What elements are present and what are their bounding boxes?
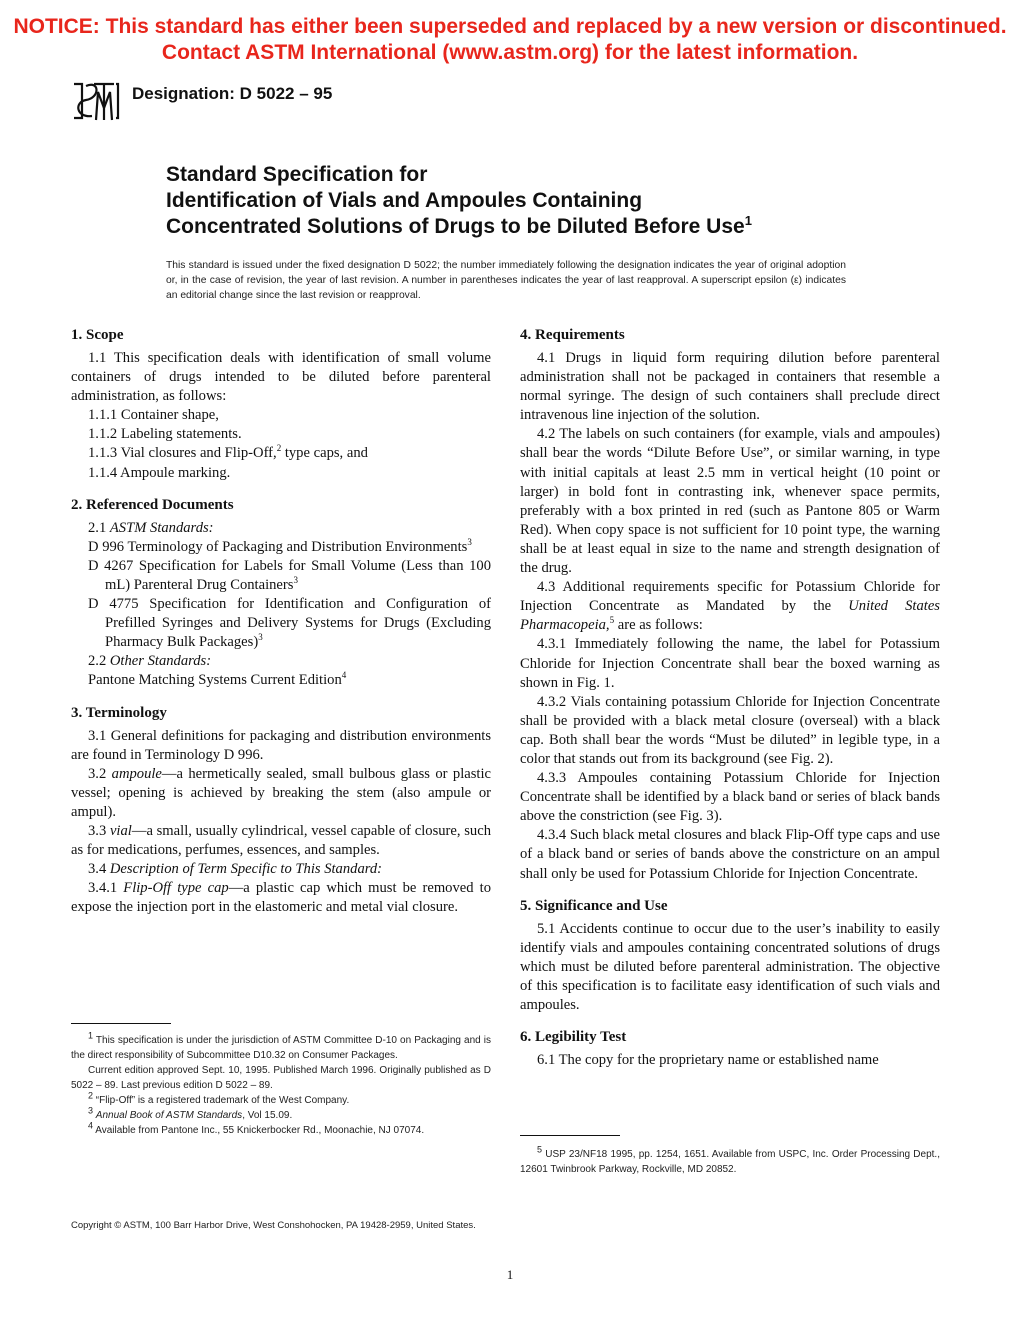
paragraph: 4.3.3 Ampoules containing Potassium Chloride for Injection Concentrate shall be identified by a black band or series of black bands above the constriction (see Fig. 3). — [520, 770, 940, 825]
title-line-3: Concentrated Solutions of Drugs to be Diluted Before Use$^1$ — [166, 213, 752, 238]
section-significance-and-use — [520, 896, 940, 1015]
section-heading: 2. Referenced Documents — [71, 496, 234, 513]
reference-item: D 996 Terminology of Packaging and Distribution Environments$^3$ — [88, 536, 472, 555]
notice-line-1: NOTICE: This standard has either been superseded and replaced by a new version or discontinued. — [13, 15, 1007, 38]
notice-line-2: Contact ASTM International (www.astm.org) for the latest information. — [161, 41, 859, 64]
left-column — [71, 325, 491, 929]
reference-item: D 4267 Specification for Labels for Small Volume (Less than 100 mL) Parenteral Drug Containers$^3$ — [88, 557, 491, 593]
list-item: 1.1.1 Container shape, — [88, 407, 219, 424]
footnotes-left — [71, 1030, 491, 1138]
definition: 3.2 ampoule—a hermetically sealed, small bulbous glass or plastic vessel; opening is achieved by breaking the stem (also ampule or ampul). — [71, 765, 492, 820]
section-terminology — [71, 703, 491, 918]
document-title — [166, 162, 752, 240]
section-legibility-test — [520, 1027, 940, 1070]
footnote: $^3$ Annual Book of ASTM Standards, Vol 15.09. — [88, 1105, 293, 1121]
subsection-label: 2.1 ASTM Standards: — [88, 519, 214, 536]
paragraph: 5.1 Accidents continue to occur due to the user’s inability to easily identify vials and ampoules containing concentrated solutions of drugs which must be diluted before parenteral administration. The objective of this specification is to facilitate easy identification of such vials and ampoules. — [520, 920, 940, 1013]
list-item: 1.1.4 Ampoule marking. — [88, 464, 231, 481]
list-item: 1.1.2 Labeling statements. — [88, 426, 242, 443]
list-item: 1.1.3 Vial closures and Flip-Off,$^2$ type caps, and — [88, 443, 368, 462]
paragraph: 4.3 Additional requirements specific for Potassium Chloride for Injection Concentrate as Mandated by the United States Pharmacopeia,$^5$ are as follows: — [520, 579, 940, 634]
title-line-1: Standard Specification for — [166, 163, 428, 186]
astm-logo-icon — [70, 78, 122, 124]
paragraph: 4.3.2 Vials containing potassium Chloride for Injection Concentrate shall be provided with a black metal closure (overseal) with a black cap. Both shall bear the words “Must be diluted” in legible type, in a color that stands out from its background (see Fig. 2). — [520, 693, 940, 767]
footnote: Current edition approved Sept. 10, 1995. Published March 1996. Originally published as D 5022 – 89. Last previous edition D 5022 – 89. — [71, 1065, 491, 1091]
section-heading: 5. Significance and Use — [520, 897, 668, 914]
footnote: $^4$ Available from Pantone Inc., 55 Knickerbocker Rd., Moonachie, NJ 07074. — [88, 1120, 425, 1136]
supersession-notice — [0, 14, 1020, 66]
reference-item: Pantone Matching Systems Current Edition$^4$ — [88, 670, 347, 689]
definition: 3.4.1 Flip-Off type cap—a plastic cap which must be removed to expose the injection port in the elastomeric and metal vial closure. — [71, 880, 491, 916]
paragraph: 6.1 The copy for the proprietary name or established name — [537, 1052, 879, 1069]
section-heading: 6. Legibility Test — [520, 1029, 627, 1046]
section-heading: 1. Scope — [71, 327, 124, 343]
subsection-label: 2.2 Other Standards: — [88, 653, 212, 670]
footnotes-right — [520, 1144, 940, 1177]
right-column — [520, 325, 940, 1082]
section-scope — [71, 325, 491, 483]
paragraph: 4.3.4 Such black metal closures and black Flip-Off type caps and use of a black band or series of bands above the constricture on an ampul shall only be used for Potassium Chloride for Injection Concentrate. — [520, 827, 940, 882]
designation: Designation: D 5022 – 95 — [132, 84, 333, 103]
footnote: $^5$ USP 23/NF18 1995, pp. 1254, 1651. Available from USPC, Inc. Order Processing Dept., 12601 Twinbrook Parkway, Rockville, MD 20852. — [520, 1144, 940, 1175]
paragraph: 3.1 General definitions for packaging and distribution environments are found in Terminology D 996. — [71, 727, 491, 763]
issuance-preamble: This standard is issued under the fixed designation D 5022; the number immediately following the designation indicates the year of original adoption or, in the case of revision, the year of last revision. A number in parentheses indicates the year of last reapproval. A superscript epsilon (ε) indicates an editorial change since the last revision or reapproval. — [166, 260, 846, 301]
footnote: $^2$ “Flip-Off” is a registered trademark of the West Company. — [88, 1090, 350, 1106]
paragraph: 4.3.1 Immediately following the name, the label for Potassium Chloride for Injection Concentrate shall bear the boxed warning as shown in Fig. 1. — [520, 636, 940, 691]
section-heading: 4. Requirements — [520, 327, 625, 343]
section-heading: 3. Terminology — [71, 704, 167, 721]
section-requirements — [520, 325, 940, 884]
footnote-rule — [520, 1135, 620, 1136]
footnote-rule — [71, 1023, 171, 1024]
paragraph: 1.1 This specification deals with identification of small volume containers of drugs intended to be diluted before parenteral administration, as follows: — [71, 350, 491, 405]
section-referenced-documents — [71, 495, 491, 691]
copyright-line: Copyright © ASTM, 100 Barr Harbor Drive, West Conshohocken, PA 19428-2959, United States. — [71, 1220, 476, 1231]
subsection-label: 3.4 Description of Term Specific to This Standard: — [88, 861, 383, 878]
footnote: $^1$ This specification is under the jurisdiction of ASTM Committee D-10 on Packaging and is the direct responsibility of Subcommittee D10.32 on Consumer Packages. — [71, 1030, 491, 1061]
paragraph: 4.1 Drugs in liquid form requiring dilution before parenteral administration shall not be packaged in containers that resemble a normal syringe. The design of such containers shall preclude direct intravenous line injection of the solution. — [520, 350, 940, 424]
page-number: 1 — [506, 1267, 514, 1282]
title-line-2: Identification of Vials and Ampoules Containing — [166, 189, 643, 212]
paragraph: 4.2 The labels on such containers (for example, vials and ampoules) shall bear the words “Dilute Before Use”, or similar warning, in type with initial capitals at least 2.5 mm in vertical height (10 point or larger) in bold font in contrasting ink, whenever space permits, preferably with a box printed in red (such as Pantone 805 or Warm Red). When copy space is not sufficient for 10 point type, the warning shall be at least equal in size to the name and strength designation of the drug. — [520, 426, 940, 577]
definition: 3.3 vial—a small, usually cylindrical, vessel capable of closure, such as for medications, perfumes, essences, and samples. — [71, 822, 491, 859]
title-footnote-mark: 1 — [744, 213, 752, 228]
reference-item: D 4775 Specification for Identification and Configuration of Prefilled Syringes and Delivery Systems for Drugs (Excluding Pharmacy Bulk Packages)$^3$ — [88, 596, 491, 651]
